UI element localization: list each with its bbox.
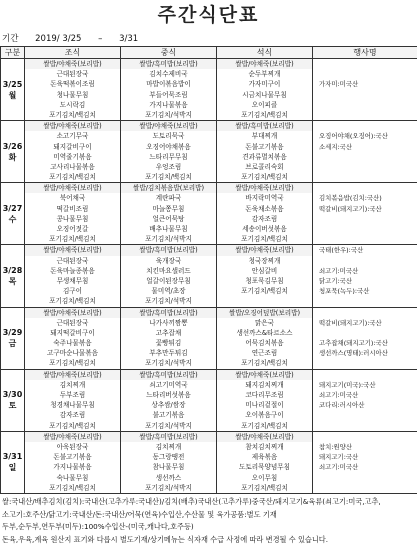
dinner-menu-item: 오이피클	[251, 100, 278, 109]
period-start: 2019/ 3/25	[35, 34, 82, 44]
lunch-menu-item: 포기김치/석박지	[145, 297, 192, 306]
dinner-menu-item: 쌀밥/야채죽(보리밥)	[217, 432, 312, 442]
origin-note: 청포묵(녹두):국산	[319, 287, 370, 296]
origin-note: 오징어야채(오징어):국산	[319, 132, 388, 141]
lunch-menu-item: 동그랑땡전	[152, 453, 185, 462]
dinner-menu-item: 제육볶음	[251, 453, 278, 462]
origin-note	[313, 256, 417, 266]
lunch-menu-item: 쇠고기미역국	[149, 380, 188, 389]
origin-note	[313, 410, 417, 420]
breakfast-menu-item: 돈육마늘종볶음	[50, 266, 95, 275]
breakfast-menu-item: 두부조림	[59, 391, 86, 399]
origin-note	[313, 234, 417, 244]
day-label	[1, 369, 25, 431]
dinner-menu-item: 쌀밥/야채죽(보리밥)	[217, 245, 312, 255]
breakfast-menu-item: 근대된장국	[56, 256, 89, 265]
origin-note	[313, 59, 417, 69]
dinner-cell	[217, 59, 313, 121]
day-weekday: 수	[8, 214, 17, 224]
breakfast-menu-item: 쌀밥/야채죽(보리밥)	[25, 59, 120, 69]
footer-line: 쌀:국내산/배추김치(김치):국내산(고추가루:국내산)/김치(배추)국내산(고추가루)중국산/돼지고기&육류(쇠고기:미국,고추,	[2, 497, 381, 506]
breakfast-menu-item: 근대된장국	[56, 318, 89, 327]
breakfast-menu-item: 포기김치/백김치	[49, 173, 96, 182]
lunch-cell	[121, 121, 217, 183]
dinner-menu-item: 포기김치/백김치	[241, 359, 288, 368]
breakfast-menu-item: 숙주나물볶음	[53, 339, 92, 348]
lunch-cell	[121, 307, 217, 369]
header-breakfast: 조식	[25, 47, 121, 59]
lunch-menu-item: 느타리버섯볶음	[146, 391, 191, 399]
dinner-menu-item: 맑은국	[254, 318, 275, 327]
weekly-menu-table	[0, 46, 417, 494]
breakfast-menu-item: 포기김치/백김치	[49, 483, 96, 492]
breakfast-cell	[25, 431, 121, 493]
day-date: 3/25	[2, 79, 23, 89]
period-row	[2, 32, 152, 46]
dinner-cell	[217, 121, 313, 183]
origin-note	[313, 432, 417, 442]
lunch-menu-item: 우엉조림	[155, 162, 182, 171]
breakfast-menu-item: 미역줄기볶음	[53, 152, 92, 161]
note-cell	[313, 183, 417, 245]
lunch-menu-item: 포기김치/석박지	[145, 110, 192, 119]
lunch-menu-item: 포기김치/석박지	[145, 359, 192, 368]
lunch-menu-item: 도토리묵국	[152, 132, 185, 141]
footer-line: 소고기:호주산/닭고기:국내산/돈:국내산/어묵(연육)수입산,수산물 및 육가공품:별도 기재	[2, 509, 277, 519]
breakfast-cell	[25, 369, 121, 431]
lunch-menu-item: 나가사끼짬뽕	[149, 318, 188, 327]
breakfast-menu-item: 무생채무침	[56, 276, 89, 285]
origin-footer	[0, 496, 417, 546]
day-label	[1, 121, 25, 183]
breakfast-menu-item: 고사리나물볶음	[50, 162, 95, 171]
day-date: 3/28	[2, 265, 23, 275]
breakfast-menu-item: 돼지갈비구이	[53, 142, 92, 151]
breakfast-menu-item: 쌀밥/야채죽(보리밥)	[25, 245, 120, 255]
dinner-menu-item: 브로콜리숙회	[245, 162, 284, 171]
day-date: 3/31	[2, 452, 23, 462]
dinner-menu-item: 어묵김치볶음	[245, 339, 284, 348]
breakfast-menu-item: 김치찌개	[59, 380, 86, 389]
origin-note	[313, 370, 417, 380]
breakfast-menu-item: 쌀밥/야채죽(보리밥)	[25, 121, 120, 131]
dinner-menu-item: 돈육채소볶음	[245, 204, 284, 213]
lunch-menu-item: 포기김치/석박지	[145, 483, 192, 492]
dinner-menu-item: 돼지김치찌개	[245, 380, 284, 389]
origin-note	[313, 296, 417, 306]
lunch-cell	[121, 59, 217, 121]
day-weekday: 일	[8, 463, 17, 473]
menu-body	[1, 59, 417, 494]
dinner-menu-item: 연근조림	[251, 349, 278, 358]
dinner-cell	[217, 431, 313, 493]
origin-note	[313, 121, 417, 131]
day-date: 3/29	[2, 328, 23, 338]
breakfast-menu-item: 돼지떡갈비구이	[50, 328, 95, 337]
day-date: 3/26	[2, 141, 23, 151]
lunch-menu-item: 김치수제비국	[149, 70, 188, 79]
origin-note	[313, 110, 417, 120]
breakfast-cell	[25, 59, 121, 121]
origin-note	[313, 183, 417, 193]
footer-line: 두부,순두부,연두부(미두):100%수입산-(미국,캐나다,호주등)	[2, 522, 194, 532]
lunch-menu-item: 느타리무무침	[149, 152, 188, 161]
origin-note	[313, 224, 417, 234]
day-date: 3/27	[2, 203, 23, 213]
breakfast-cell	[25, 121, 121, 183]
lunch-menu-item: 가지나물볶음	[149, 100, 188, 109]
breakfast-menu-item: 떡갈비조림	[56, 204, 89, 213]
lunch-menu-item: 김치찌개	[155, 442, 182, 451]
breakfast-menu-item: 콩나물무침	[56, 214, 89, 223]
dinner-menu-item: 바지락미역국	[245, 194, 284, 203]
breakfast-menu-item: 쌀밥/야채죽(보리밥)	[25, 370, 120, 380]
dinner-menu-item: 미나리겉절이	[245, 401, 284, 410]
origin-note	[313, 172, 417, 182]
dinner-menu-item: 포기김치/백김치	[241, 235, 288, 244]
origin-note	[313, 69, 417, 79]
note-cell	[313, 245, 417, 307]
dinner-menu-item: 오이무침	[251, 473, 278, 482]
dinner-menu-item: 쌀밥/흑미밥(보리밥)	[217, 121, 312, 131]
origin-note	[313, 483, 417, 493]
lunch-menu-item: 생선까스	[155, 473, 182, 482]
breakfast-menu-item: 쌀밥/야채죽(보리밥)	[25, 183, 120, 193]
dinner-cell	[217, 245, 313, 307]
origin-note	[313, 100, 417, 110]
dinner-menu-item: 생선까스&타르소스	[236, 328, 293, 337]
origin-note	[313, 328, 417, 338]
lunch-menu-item: 부들어묵조림	[149, 90, 188, 99]
dinner-menu-item	[217, 296, 312, 306]
dinner-menu-item: 쌀밥/야채죽(보리밥)	[217, 370, 312, 380]
breakfast-cell	[25, 245, 121, 307]
dinner-menu-item: 오이볶음구이	[245, 411, 284, 420]
breakfast-menu-item: 포기김치/백김치	[49, 359, 96, 368]
lunch-menu-item: 배추나물무침	[149, 225, 188, 233]
period-label: 기간	[2, 34, 19, 44]
origin-note: 돼지고기(미국):국산	[319, 380, 376, 389]
dinner-menu-item: 도토리묵양념무침	[239, 463, 290, 472]
day-label	[1, 307, 25, 369]
day-weekday: 월	[8, 90, 17, 100]
origin-note: 국태(한우):국산	[319, 246, 364, 255]
dinner-cell	[217, 369, 313, 431]
period-end: 3/31	[119, 34, 139, 44]
lunch-menu-item: 고추잡채	[155, 328, 182, 337]
day-row	[1, 369, 417, 431]
origin-note: 생선까스(명태):러시아산	[319, 349, 388, 358]
dinner-menu-item: 안심갈비	[251, 266, 278, 275]
day-row	[1, 121, 417, 183]
lunch-menu-item: 포기김치/석박지	[145, 421, 192, 430]
dinner-menu-item: 청국장찌개	[248, 256, 281, 265]
dinner-menu-item: 돈불고기볶음	[245, 142, 284, 151]
breakfast-menu-item: 김구이	[62, 287, 83, 296]
breakfast-menu-item: 쌀밥/야채죽(보리밥)	[25, 432, 120, 442]
dinner-menu-item: 가자미구이	[248, 80, 281, 89]
breakfast-menu-item: 오징어젓갈	[56, 225, 89, 233]
dinner-menu-item: 시금치나물무침	[242, 90, 287, 99]
dinner-cell	[217, 183, 313, 245]
lunch-cell	[121, 245, 217, 307]
origin-note: 떡갈비(돼지고기):국산	[319, 204, 382, 213]
breakfast-menu-item: 아욱된장국	[56, 442, 89, 451]
dinner-cell	[217, 307, 313, 369]
note-cell	[313, 369, 417, 431]
page-title: 주간식단표	[157, 4, 260, 26]
note-cell	[313, 121, 417, 183]
breakfast-cell	[25, 183, 121, 245]
breakfast-menu-item: 포기김치/백김치	[49, 110, 96, 119]
lunch-menu-item: 쌀밥/흑미밥(보리밥)	[121, 245, 216, 255]
lunch-menu-item: 마늘쫑무침	[152, 204, 185, 213]
origin-note: 참치:원양산	[319, 442, 353, 451]
day-weekday: 금	[8, 339, 17, 349]
lunch-menu-item: 상추쌈/쌈장	[151, 401, 186, 410]
origin-note	[313, 152, 417, 162]
lunch-menu-item: 얼큰어묵탕	[152, 214, 185, 223]
breakfast-menu-item: 포기김치/백김치	[49, 421, 96, 430]
lunch-menu-item: 꽃빵튀김	[155, 339, 182, 348]
breakfast-menu-item: 북어채국	[59, 194, 86, 203]
dinner-menu-item: 감자조림	[251, 214, 278, 223]
origin-note: 떡갈비(돼지고기):국산	[319, 318, 382, 327]
day-row	[1, 59, 417, 121]
dinner-menu-item: 청포묵김무침	[245, 276, 284, 285]
day-label	[1, 431, 25, 493]
day-row	[1, 307, 417, 369]
origin-note	[313, 308, 417, 318]
lunch-menu-item: 치킨마요샐러드	[146, 266, 191, 275]
day-row	[1, 183, 417, 245]
origin-note: 돼지고기:국산	[319, 453, 359, 462]
header-row	[1, 47, 417, 59]
lunch-menu-item: 물미역/초장	[151, 287, 186, 296]
lunch-menu-item: 쌀밥/야채죽(보리밥)	[121, 121, 216, 131]
footer-line: 돈육,우육,계육 원산지 표기와 다릅시 별도기재/상기메뉴는 식자재 수급 사정에 따라 변경될 수 있습니다.	[2, 534, 329, 544]
lunch-menu-item: 포기김치/백김치	[145, 173, 192, 182]
lunch-cell	[121, 431, 217, 493]
note-cell	[313, 431, 417, 493]
lunch-cell	[121, 183, 217, 245]
day-row	[1, 245, 417, 307]
dinner-menu-item: 쌀밥/야채죽(보리밥)	[217, 183, 312, 193]
lunch-menu-item: 쌀밥/흑미밥(보리밥)	[121, 59, 216, 69]
dinner-menu-item: 쌀밥/오징어덮밥(보리밥)	[217, 308, 312, 318]
dinner-menu-item: 세송이버섯볶음	[242, 225, 287, 233]
lunch-cell	[121, 369, 217, 431]
period-dash: –	[98, 34, 103, 44]
origin-note: 쇠고기:미국산	[319, 463, 359, 472]
breakfast-menu-item: 청경채나물무침	[50, 401, 95, 410]
dinner-menu-item: 견과류멸치볶음	[242, 152, 287, 161]
origin-note: 소세지:국산	[319, 142, 353, 151]
lunch-menu-item: 쌀밥/흑미밥(보리밥)	[121, 308, 216, 318]
note-cell	[313, 59, 417, 121]
breakfast-menu-item: 가지나물볶음	[53, 463, 92, 472]
breakfast-menu-item: 숙나물무침	[56, 473, 89, 482]
dinner-menu-item: 쌀밥/야채죽(보리밥)	[217, 59, 312, 69]
day-date: 3/30	[2, 390, 23, 400]
breakfast-menu-item: 감자조림	[59, 411, 86, 420]
lunch-menu-item: 참나물무침	[152, 463, 185, 472]
dinner-menu-item: 참치김치찌개	[245, 442, 284, 451]
note-cell	[313, 307, 417, 369]
day-label	[1, 59, 25, 121]
breakfast-menu-item: 돈불고기볶음	[53, 453, 92, 462]
breakfast-menu-item: 근대된장국	[56, 70, 89, 79]
dinner-menu-item: 포기김치/백김치	[241, 421, 288, 430]
origin-note	[313, 358, 417, 368]
breakfast-menu-item: 쌀밥/야채죽(보리밥)	[25, 308, 120, 318]
origin-note	[313, 473, 417, 483]
breakfast-menu-item: 포기김치/백김치	[49, 235, 96, 244]
origin-note	[313, 214, 417, 224]
breakfast-cell	[25, 307, 121, 369]
lunch-menu-item: 육개장국	[155, 256, 182, 265]
lunch-menu-item: 쌀밥/김치볶음밥(보리밥)	[121, 183, 216, 193]
lunch-menu-item: 포기김치/석박지	[145, 235, 192, 244]
day-weekday: 화	[8, 152, 17, 162]
dinner-menu-item: 포기김치/백김치	[241, 483, 288, 492]
lunch-menu-item: 계란파국	[155, 194, 182, 203]
dinner-menu-item: 코다리무조림	[245, 391, 284, 399]
origin-note: 닭고기:국산	[319, 276, 353, 285]
header-dinner: 석식	[217, 47, 313, 59]
day-weekday: 토	[8, 401, 17, 411]
origin-note: 고추잡채(돼지고기):국산	[319, 339, 388, 348]
breakfast-menu-item: 청나물무침	[56, 90, 89, 99]
header-lunch: 중식	[121, 47, 217, 59]
origin-note: 김치볶음밥(김치:국산)	[319, 194, 382, 203]
lunch-menu-item: 쌀밥/흑미밥(보리밥)	[121, 370, 216, 380]
breakfast-menu-item: 소고기무국	[56, 132, 89, 141]
header-note: 행사명	[313, 47, 417, 59]
origin-note: 코다리:러시아산	[319, 401, 365, 410]
dinner-menu-item: 포기김치/백김치	[241, 287, 288, 296]
origin-note	[313, 90, 417, 100]
lunch-menu-item: 오징어야채볶음	[146, 142, 191, 151]
day-label	[1, 183, 25, 245]
dinner-menu-item: 순두부찌개	[248, 70, 281, 79]
day-row	[1, 431, 417, 493]
lunch-menu-item: 불고기볶음	[152, 411, 185, 420]
breakfast-menu-item: 돈육떡볶이조림	[50, 80, 95, 89]
origin-note: 가자미:미국산	[319, 80, 359, 89]
dinner-menu-item: 부대찌개	[251, 132, 278, 141]
breakfast-menu-item: 포기김치/백김치	[49, 297, 96, 306]
origin-note	[313, 162, 417, 172]
breakfast-menu-item: 도시락김	[59, 100, 86, 109]
origin-note: 쇠고기:미국산	[319, 266, 359, 275]
origin-note	[313, 421, 417, 431]
day-label	[1, 245, 25, 307]
lunch-menu-item: 얼갈이된장무침	[146, 276, 191, 285]
dinner-menu-item: 포기김치/백김치	[241, 173, 288, 182]
dinner-menu-item: 포기김치/백김치	[241, 110, 288, 119]
breakfast-menu-item: 고구마순나물볶음	[47, 349, 98, 358]
lunch-menu-item: 부추만두튀김	[149, 349, 188, 358]
day-weekday: 목	[8, 276, 17, 286]
lunch-menu-item: 마밥이볶음밥이	[146, 80, 191, 89]
origin-note: 쇠고기:미국산	[319, 391, 359, 399]
header-division: 구분	[1, 47, 25, 59]
lunch-menu-item: 쌀밥/흑미밥(보리밥)	[121, 432, 216, 442]
